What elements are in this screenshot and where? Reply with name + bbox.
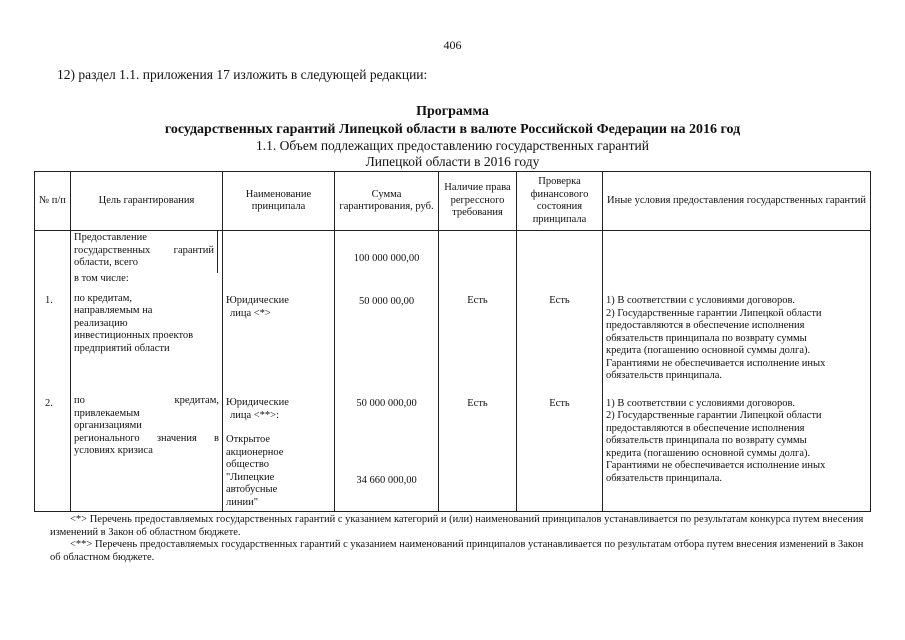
row2-num: 2.	[45, 397, 53, 409]
row1-finance-check: Есть	[549, 295, 570, 306]
condition-line: 2) Государственные гарантии Липецкой области	[606, 307, 822, 319]
row2-sum-company: 34 660 000,00	[356, 474, 417, 486]
goal-line: организациями	[74, 420, 142, 431]
total-goal-line: области, всего	[74, 257, 138, 268]
total-goal-line: в том числе:	[74, 273, 129, 284]
row2-finance-check: Есть	[549, 397, 570, 409]
principal-line: "Липецкие	[226, 471, 275, 483]
goal-column	[71, 231, 223, 512]
principal-line: линии"	[226, 496, 259, 508]
row1-num: 1.	[45, 295, 53, 306]
num-column	[35, 231, 71, 512]
row2-principal	[226, 397, 331, 509]
sum-column	[335, 231, 439, 512]
principal-line: лица <*>	[230, 307, 271, 319]
header-sum: Сумма гарантирования, руб.	[335, 172, 439, 231]
condition-line: обязательств принципала.	[606, 370, 723, 381]
footnote-1: <*> Перечень предоставляемых государственных гарантий с указанием категорий и (или) наименований принципалов устанавливается по результатам конкурса путем внесения изменений в Закон об областном бюджете.	[50, 514, 864, 538]
goal-line: по кредитам,	[74, 292, 132, 304]
goal-line: предприятий области	[74, 342, 170, 354]
row2-recourse: Есть	[467, 397, 488, 409]
section-title: 1.1. Объем подлежащих предоставлению государственных гарантий	[256, 138, 649, 153]
table-header-row	[35, 172, 871, 231]
section-title-cont: Липецкой области в 2016 году	[365, 154, 540, 169]
row2-goal	[71, 395, 222, 458]
goal-line: реализацию	[74, 317, 128, 329]
principal-line: автобусные	[226, 484, 278, 495]
total-sum: 100 000 000,00	[353, 253, 420, 264]
header-finance-check: Проверка финансового состояния принципала	[517, 172, 603, 231]
goal-line: регионального значения в	[74, 432, 219, 444]
intro-text: 12) раздел 1.1. приложения 17 изложить в следующей редакции:	[57, 67, 428, 82]
recourse-column	[439, 231, 517, 512]
finance-check-column	[517, 231, 603, 512]
footnote-2: <**> Перечень предоставляемых государственных гарантий с указанием наименований принципалов устанавливается по результатам отбора путем внесения изменений в Закон об областном бюджете.	[50, 539, 864, 563]
principal-line: общество	[226, 459, 269, 470]
goal-line: привлекаемым	[74, 407, 140, 419]
condition-line: кредита (погашению основной суммы долга).	[606, 345, 811, 356]
total-goal-line: государственных гарантий	[74, 244, 214, 256]
program-subtitle: государственных гарантий Липецкой области в валюте Российской Федерации на 2016 год	[164, 122, 741, 137]
goal-line: инвестиционных проектов	[74, 330, 194, 341]
condition-line: обязательств принципала по возврату суммы	[606, 435, 807, 446]
footnotes	[50, 514, 870, 564]
principal-line: Открытое	[226, 434, 271, 445]
row1-other	[606, 295, 867, 383]
header-other-conditions: Иные условия предоставления государственных гарантий	[603, 172, 871, 231]
row2-other	[606, 398, 867, 486]
table-body-row	[35, 231, 871, 512]
condition-line: предоставляются в обеспечение исполнения	[606, 320, 805, 331]
condition-line: кредита (погашению основной суммы долга).	[606, 447, 811, 459]
principal-column	[223, 231, 335, 512]
principal-line: лица <**>:	[230, 409, 280, 421]
condition-line: 2) Государственные гарантии Липецкой области	[606, 410, 822, 421]
principal-line: акционерное	[226, 446, 284, 458]
header-recourse: Наличие права регрессного требования	[439, 172, 517, 231]
row1-principal	[226, 295, 331, 320]
condition-line: 1) В соответствии с условиями договоров.	[606, 295, 796, 306]
total-goal-line: Предоставление	[74, 232, 147, 243]
condition-line: Гарантиями не обеспечивается исполнение иных	[606, 460, 826, 471]
principal-line: Юридические	[226, 295, 289, 306]
row1-sum: 50 000 00,00	[358, 295, 415, 307]
goal-line: направляемым на	[74, 305, 153, 316]
total-goal	[71, 231, 218, 273]
goal-line: по кредитам,	[74, 395, 219, 406]
condition-line: обязательств принципала.	[606, 472, 723, 484]
row1-goal	[71, 293, 222, 356]
row2-sum: 50 000 000,00	[356, 398, 417, 409]
goal-line: условиях кризиса	[74, 445, 153, 456]
condition-line: Гарантиями не обеспечивается исполнение иных	[606, 357, 826, 369]
header-goal: Цель гарантирования	[71, 172, 223, 231]
program-title: Программа	[416, 104, 489, 119]
page-number: 406	[443, 38, 462, 52]
row1-recourse: Есть	[467, 295, 488, 306]
condition-line: предоставляются в обеспечение исполнения	[606, 422, 805, 434]
condition-line: 1) В соответствии с условиями договоров.	[606, 397, 796, 409]
other-conditions-column	[603, 231, 871, 512]
principal-line: Юридические	[226, 397, 289, 408]
condition-line: обязательств принципала по возврату суммы	[606, 332, 807, 344]
header-num: № п/п	[35, 172, 71, 231]
guarantees-table	[34, 171, 871, 512]
header-principal: Наименование принципала	[223, 172, 335, 231]
